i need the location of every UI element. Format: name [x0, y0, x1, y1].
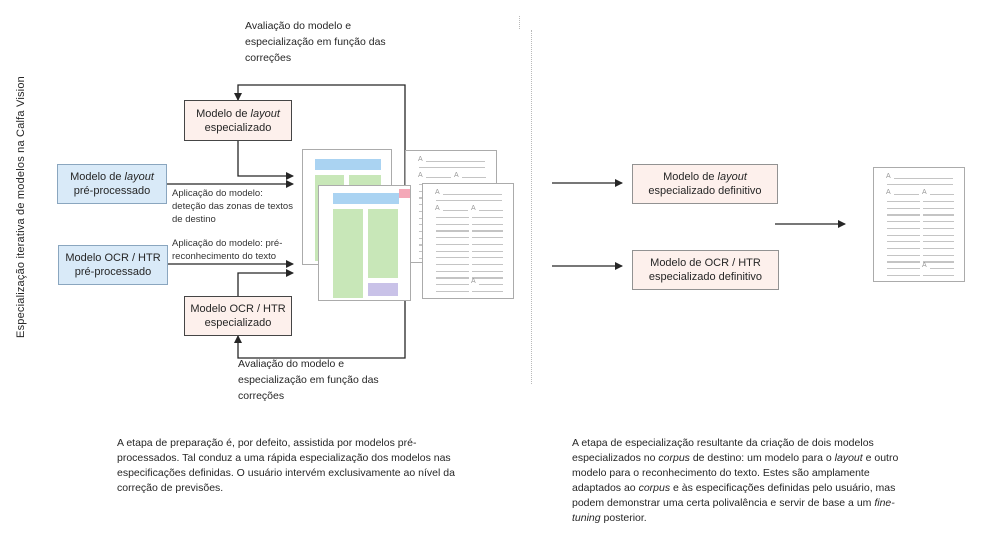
doc-a-glyph: A — [418, 172, 423, 179]
doc-text-line — [923, 214, 954, 215]
doc-text-line — [436, 230, 469, 231]
box-layout-pre-processed-label: Modelo de layout pré-processado — [70, 171, 154, 197]
doc-text-line — [887, 184, 953, 185]
doc-text-line — [923, 248, 954, 249]
layout-column-region — [333, 209, 363, 298]
final-text-document-icon — [873, 167, 965, 282]
doc-a-glyph: A — [435, 205, 440, 212]
doc-text-line — [472, 230, 503, 231]
doc-text-line — [887, 248, 920, 249]
feedback-note-bottom: Avaliação do modelo e especialização em função das correções — [238, 358, 379, 402]
doc-a-glyph: A — [435, 189, 440, 196]
doc-text-line — [472, 264, 503, 265]
doc-text-line — [930, 268, 954, 269]
doc-text-line — [426, 177, 451, 178]
doc-a-glyph: A — [471, 278, 476, 285]
box-layout-pre-processed — [57, 164, 167, 204]
doc-text-line — [887, 201, 920, 202]
doc-text-line — [436, 244, 469, 245]
layout-column-region — [368, 209, 398, 278]
doc-text-line — [479, 210, 503, 211]
arrow-layout-spec-to-docs — [238, 141, 293, 176]
doc-text-line — [436, 224, 469, 225]
doc-text-line — [887, 214, 920, 215]
doc-text-line — [894, 178, 953, 179]
doc-text-line — [472, 237, 503, 238]
doc-text-line — [462, 177, 486, 178]
doc-text-line — [887, 261, 920, 262]
doc-a-glyph: A — [471, 205, 476, 212]
box-ocr-specialized-label: Modelo OCR / HTR especializado — [190, 303, 286, 329]
box-layout-specialized — [184, 100, 292, 141]
figure-title-vertical: Especialização iterativa de modelos na Calfa Vision — [15, 76, 27, 338]
doc-text-line — [436, 200, 502, 201]
doc-text-line — [887, 221, 920, 222]
doc-text-line — [923, 208, 954, 209]
doc-text-line — [436, 284, 469, 285]
doc-text-line — [436, 257, 469, 258]
doc-text-line — [887, 228, 920, 229]
doc-text-line — [472, 224, 503, 225]
doc-text-line — [436, 291, 469, 292]
doc-text-line — [923, 261, 954, 262]
doc-text-line — [894, 194, 919, 195]
box-ocr-specialized-final-label: Modelo de OCR / HTR especializado definitivo — [648, 257, 763, 283]
doc-text-line — [419, 167, 485, 168]
box-layout-specialized-final — [632, 164, 778, 204]
doc-text-line — [443, 194, 502, 195]
doc-text-line — [472, 244, 503, 245]
doc-text-line — [923, 201, 954, 202]
doc-text-line — [923, 221, 954, 222]
doc-text-line — [436, 237, 469, 238]
doc-text-line — [923, 235, 954, 236]
layout-footer-region — [368, 283, 398, 296]
box-ocr-specialized — [184, 296, 292, 336]
doc-text-line — [887, 208, 920, 209]
box-layout-specialized-final-label: Modelo de layout especializado definitivo — [648, 171, 762, 197]
box-ocr-specialized-final — [632, 250, 779, 290]
doc-text-line — [887, 268, 920, 269]
box-layout-specialized-label: Modelo de layout especializado — [196, 107, 280, 134]
doc-a-glyph: A — [922, 262, 927, 269]
doc-a-glyph: A — [886, 189, 891, 196]
layout-header-region — [315, 159, 381, 170]
doc-text-line — [930, 194, 954, 195]
box-ocr-pre-processed — [58, 245, 168, 285]
doc-text-line — [436, 277, 469, 278]
doc-text-line — [443, 210, 468, 211]
doc-text-line — [436, 271, 469, 272]
doc-text-line — [472, 291, 503, 292]
doc-text-line — [923, 255, 954, 256]
text-document-front-icon — [422, 183, 514, 299]
doc-a-glyph: A — [886, 173, 891, 180]
apply-ocr-model-label: Aplicação do modelo: pré- reconhecimento do texto — [172, 238, 283, 262]
box-ocr-pre-processed-label: Modelo OCR / HTR pré-processado — [65, 252, 161, 278]
doc-text-line — [436, 251, 469, 252]
doc-a-glyph: A — [418, 156, 423, 163]
doc-text-line — [887, 241, 920, 242]
doc-text-line — [479, 284, 503, 285]
arrow-ocr-spec-to-docs — [238, 273, 293, 296]
doc-text-line — [436, 217, 469, 218]
layout-header-region — [333, 193, 399, 204]
doc-text-line — [472, 271, 503, 272]
doc-text-line — [472, 257, 503, 258]
specialization-stage-paragraph: A etapa de especialização resultante da criação de dois modelos especializados no corpus de destino: um modelo para o layout e outro modelo para o reconhecimento do texto. Estes são amplamente adaptados ao corpus e às especificações definidas pelo usuário, mas podem demonstrar uma certa polivalência e servir de base a um fine- tuning posterior. — [572, 437, 899, 524]
stage-divider-dotted-top — [519, 16, 520, 29]
doc-text-line — [887, 255, 920, 256]
doc-text-line — [472, 251, 503, 252]
layout-marginalia-region — [399, 189, 410, 198]
doc-text-line — [426, 161, 485, 162]
layout-document-front-icon — [318, 185, 411, 301]
doc-text-line — [923, 241, 954, 242]
doc-text-line — [923, 228, 954, 229]
doc-text-line — [472, 277, 503, 278]
doc-a-glyph: A — [454, 172, 459, 179]
doc-a-glyph: A — [922, 189, 927, 196]
doc-text-line — [887, 235, 920, 236]
doc-text-line — [887, 275, 920, 276]
doc-text-line — [923, 275, 954, 276]
doc-text-line — [472, 217, 503, 218]
doc-text-line — [436, 264, 469, 265]
apply-layout-model-label: Aplicação do modelo: deteção das zonas de textos de destino — [172, 188, 293, 225]
preparation-stage-paragraph: A etapa de preparação é, por defeito, assistida por modelos pré- processados. Tal conduz a uma rápida especialização dos modelos nas especificações definidas. O usuário intervém exclusivamente ao nível da correção de previsões. — [117, 437, 455, 494]
stage-divider-dotted — [531, 30, 532, 384]
feedback-note-top: Avaliação do modelo e especialização em função das correções — [245, 20, 386, 64]
